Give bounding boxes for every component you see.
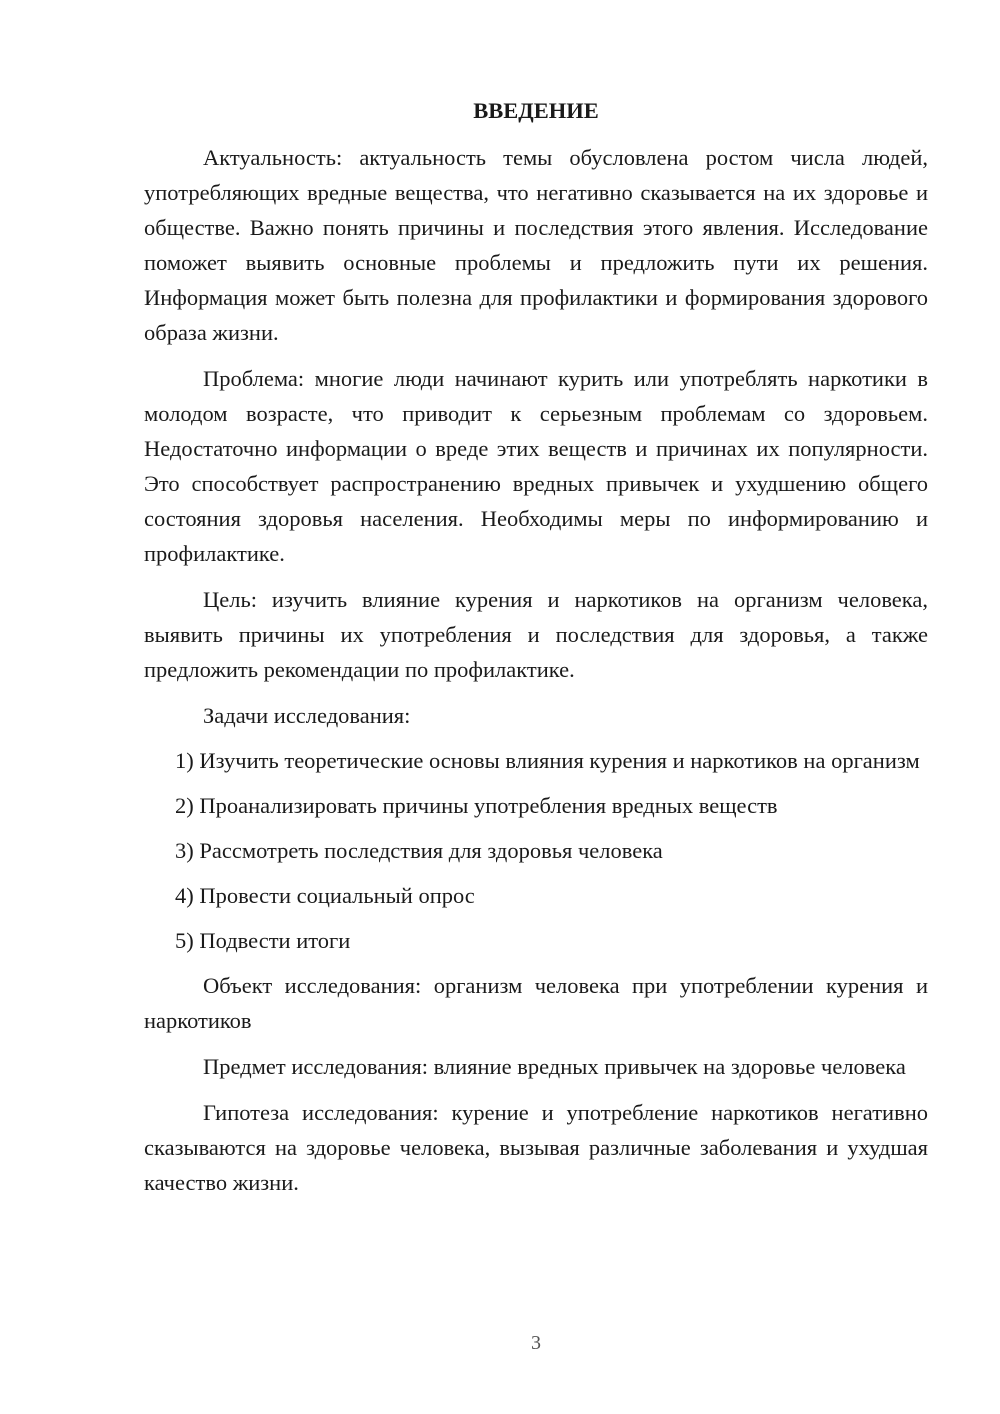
page-content: [144, 96, 928, 1211]
task-item-2: 2) Проанализировать причины употребления вредных веществ: [175, 793, 778, 818]
hypothesis-paragraph: Гипотеза исследования: курение и употребление наркотиков негативно сказываются на здоровье человека, вызывая различные заболевания и ухудшая качество жизни.: [144, 1100, 928, 1195]
task-item-5: 5) Подвести итоги: [175, 928, 351, 953]
relevance-paragraph: Актуальность: актуальность темы обусловлена ростом числа людей, употребляющих вредные вещества, что негативно сказывается на их здоровье и обществе. Важно понять причины и последствия этого явления. Исследование поможет выявить основные проблемы и предложить пути их решения. Информация может быть полезна для профилактики и формирования здорового образа жизни.: [144, 145, 928, 345]
section-heading: ВВЕДЕНИЕ: [473, 98, 599, 123]
problem-paragraph: Проблема: многие люди начинают курить или употреблять наркотики в молодом возрасте, что приводит к серьезным проблемам со здоровьем. Недостаточно информации о вреде этих веществ и причинах их популярности. Это способствует распространению вредных привычек и ухудшению общего состояния здоровья населения. Необходимы меры по информированию и профилактике.: [144, 366, 928, 566]
subject-paragraph: Предмет исследования: влияние вредных привычек на здоровье человека: [203, 1054, 906, 1079]
page-number: 3: [531, 1332, 541, 1354]
goal-paragraph: Цель: изучить влияние курения и наркотиков на организм человека, выявить причины их употребления и последствия для здоровья, а также предложить рекомендации по профилактике.: [144, 587, 928, 682]
object-paragraph: Объект исследования: организм человека при употреблении курения и наркотиков: [144, 973, 928, 1033]
task-item-1: 1) Изучить теоретические основы влияния курения и наркотиков на организм: [175, 748, 920, 773]
tasks-title: Задачи исследования:: [203, 703, 411, 728]
task-item-4: 4) Провести социальный опрос: [175, 883, 475, 908]
task-item-3: 3) Рассмотреть последствия для здоровья человека: [175, 838, 663, 863]
